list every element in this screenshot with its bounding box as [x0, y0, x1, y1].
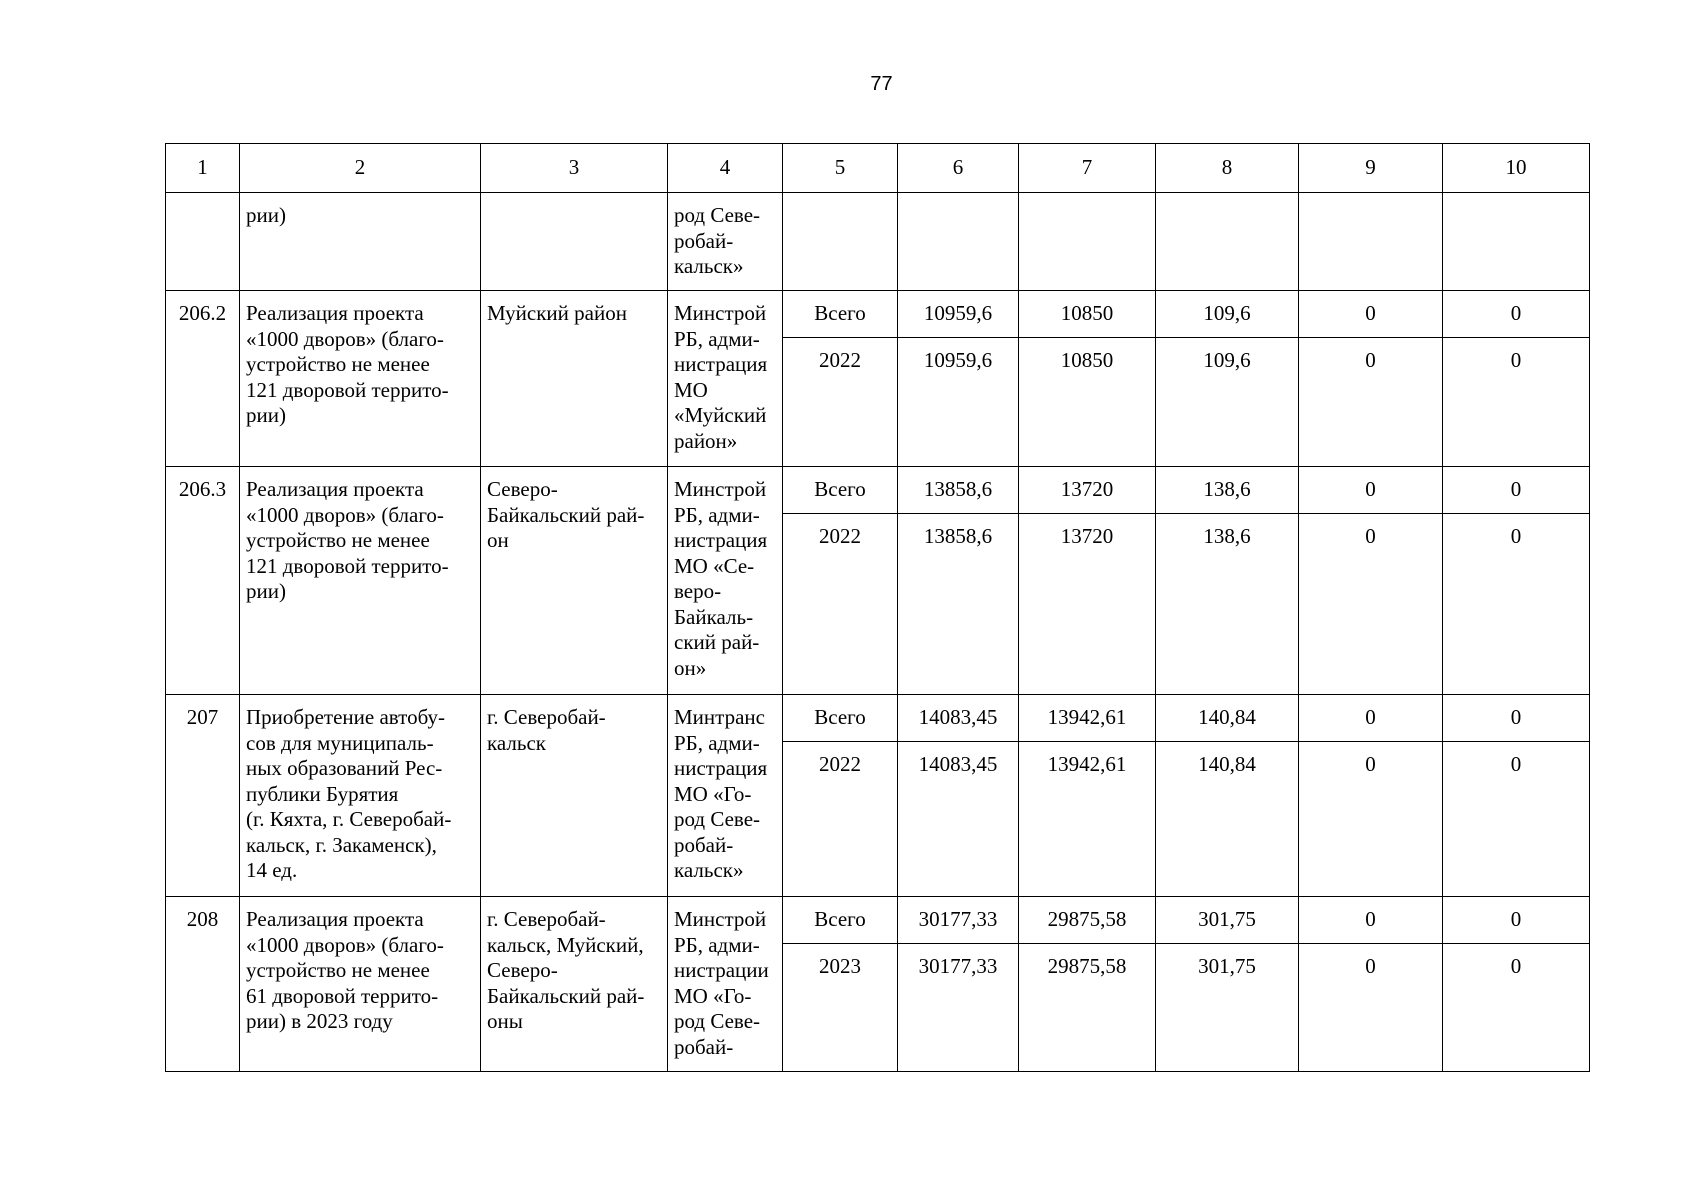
- cell-line: публики Бурятия: [246, 781, 399, 806]
- cell-line: оны: [487, 1009, 523, 1033]
- cell-line: «Муйский: [674, 403, 767, 427]
- local-cell: 0: [1299, 742, 1443, 897]
- period-cell: Всего: [783, 897, 898, 944]
- other-cell: 0: [1443, 742, 1590, 897]
- cell-line: Байкальский рай-: [487, 983, 645, 1008]
- cell-line: РБ, адми-: [674, 730, 760, 755]
- row-number-cell: 208: [166, 897, 240, 1072]
- empty-cell: [1019, 193, 1156, 291]
- cell-line: веро-: [674, 579, 722, 603]
- cell-line: ных образований Рес-: [246, 756, 443, 780]
- republic-cell: 138,6: [1156, 467, 1299, 514]
- period-cell: 2022: [783, 742, 898, 897]
- total-cell: 13858,6: [898, 514, 1019, 695]
- cell-line: сов для муниципаль-: [246, 730, 434, 755]
- column-header: 6: [898, 144, 1019, 193]
- empty-cell: [1443, 193, 1590, 291]
- federal-cell: 10850: [1019, 291, 1156, 338]
- cell-line: рии): [246, 579, 286, 603]
- cell-line: устройство не менее: [246, 528, 430, 552]
- cell-line: нистрация: [674, 756, 768, 780]
- cell-line: род Севе-: [674, 807, 761, 831]
- column-header: 1: [166, 144, 240, 193]
- cell-line: нистрация: [674, 352, 768, 376]
- cell-line: нистрации: [674, 958, 769, 982]
- table-row: [166, 695, 1590, 742]
- cell-line: (г. Кяхта, г. Северобай-: [246, 807, 452, 831]
- total-cell: 14083,45: [898, 742, 1019, 897]
- total-cell: 30177,33: [898, 944, 1019, 1072]
- period-cell: Всего: [783, 291, 898, 338]
- column-header: 9: [1299, 144, 1443, 193]
- column-header: 10: [1443, 144, 1590, 193]
- continuation-row: [166, 193, 1590, 291]
- cell-line: РБ, адми-: [674, 326, 760, 351]
- cell-line: Муйский район: [487, 301, 627, 325]
- empty-cell: [783, 193, 898, 291]
- other-cell: 0: [1443, 695, 1590, 742]
- cell-line: Минстрой: [674, 301, 767, 325]
- description-cell: [240, 897, 481, 1072]
- table-row: [166, 291, 1590, 338]
- cell-line: Реализация проекта: [246, 477, 424, 501]
- row-number-cell: 206.2: [166, 291, 240, 467]
- federal-cell: 29875,58: [1019, 897, 1156, 944]
- row-number-cell: 206.3: [166, 467, 240, 695]
- cell-line: Приобретение автобу-: [246, 705, 445, 729]
- cell-line: 121 дворовой террито-: [246, 377, 449, 402]
- local-cell: 0: [1299, 467, 1443, 514]
- federal-cell: 10850: [1019, 338, 1156, 467]
- description-cell: [240, 467, 481, 695]
- other-cell: 0: [1443, 467, 1590, 514]
- cell-line: 61 дворовой террито-: [246, 983, 439, 1008]
- total-cell: 30177,33: [898, 897, 1019, 944]
- other-cell: 0: [1443, 514, 1590, 695]
- cell-line: кальск»: [674, 254, 744, 278]
- local-cell: 0: [1299, 291, 1443, 338]
- period-cell: 2022: [783, 514, 898, 695]
- cell-line: Минстрой: [674, 477, 767, 501]
- description-cell: [240, 193, 481, 291]
- cell-line: Байкальский рай-: [487, 502, 645, 527]
- republic-cell: 140,84: [1156, 695, 1299, 742]
- republic-cell: 109,6: [1156, 338, 1299, 467]
- cell-line: Реализация проекта: [246, 907, 424, 931]
- column-header: 2: [240, 144, 481, 193]
- local-cell: 0: [1299, 514, 1443, 695]
- period-cell: 2023: [783, 944, 898, 1072]
- column-header: 3: [481, 144, 668, 193]
- territory-cell: [481, 193, 668, 291]
- cell-line: МО «Го-: [674, 781, 752, 806]
- cell-line: кальск»: [674, 858, 744, 882]
- period-cell: 2022: [783, 338, 898, 467]
- row-number-cell: [166, 193, 240, 291]
- cell-line: род Севе-: [674, 1009, 761, 1033]
- cell-line: ский рай-: [674, 630, 760, 654]
- cell-line: Минстрой: [674, 907, 767, 931]
- cell-line: МО: [674, 377, 708, 402]
- cell-line: район»: [674, 428, 738, 453]
- table-row: [166, 467, 1590, 514]
- republic-cell: 301,75: [1156, 897, 1299, 944]
- cell-line: рии): [246, 403, 286, 427]
- local-cell: 0: [1299, 897, 1443, 944]
- federal-cell: 13720: [1019, 467, 1156, 514]
- other-cell: 0: [1443, 291, 1590, 338]
- other-cell: 0: [1443, 897, 1590, 944]
- cell-line: рии) в 2023 году: [246, 1009, 393, 1033]
- empty-cell: [898, 193, 1019, 291]
- territory-cell: [481, 467, 668, 695]
- cell-line: РБ, адми-: [674, 502, 760, 527]
- federal-cell: 13720: [1019, 514, 1156, 695]
- executor-cell: [668, 897, 783, 1072]
- column-header: 5: [783, 144, 898, 193]
- column-header: 7: [1019, 144, 1156, 193]
- cell-line: МО «Се-: [674, 553, 755, 578]
- local-cell: 0: [1299, 695, 1443, 742]
- territory-cell: [481, 897, 668, 1072]
- cell-line: кальск, Муйский,: [487, 932, 644, 957]
- description-cell: [240, 291, 481, 467]
- cell-line: Минтранс: [674, 705, 765, 729]
- total-cell: 14083,45: [898, 695, 1019, 742]
- federal-cell: 13942,61: [1019, 695, 1156, 742]
- other-cell: 0: [1443, 338, 1590, 467]
- empty-cell: [1156, 193, 1299, 291]
- column-header: 8: [1156, 144, 1299, 193]
- local-cell: 0: [1299, 338, 1443, 467]
- page-number: 77: [870, 73, 893, 95]
- cell-line: «1000 дворов» (благо-: [246, 502, 444, 527]
- total-cell: 10959,6: [898, 338, 1019, 467]
- cell-line: он: [487, 528, 509, 552]
- cell-line: Реализация проекта: [246, 301, 424, 325]
- budget-table: [165, 143, 1590, 1072]
- table-row: [166, 897, 1590, 944]
- cell-line: «1000 дворов» (благо-: [246, 932, 444, 957]
- cell-line: «1000 дворов» (благо-: [246, 326, 444, 351]
- cell-line: устройство не менее: [246, 352, 430, 376]
- total-cell: 13858,6: [898, 467, 1019, 514]
- territory-cell: [481, 695, 668, 897]
- table-header-row: [166, 144, 1590, 193]
- republic-cell: 301,75: [1156, 944, 1299, 1072]
- cell-line: род Севе-: [674, 203, 761, 227]
- other-cell: 0: [1443, 944, 1590, 1072]
- cell-line: РБ, адми-: [674, 932, 760, 957]
- executor-cell: [668, 193, 783, 291]
- total-cell: 10959,6: [898, 291, 1019, 338]
- cell-line: МО «Го-: [674, 983, 752, 1008]
- cell-line: робай-: [674, 1034, 734, 1059]
- cell-line: устройство не менее: [246, 958, 430, 982]
- cell-line: 14 ед.: [246, 858, 298, 882]
- local-cell: 0: [1299, 944, 1443, 1072]
- cell-line: кальск: [487, 730, 546, 755]
- cell-line: Байкаль-: [674, 604, 754, 629]
- republic-cell: 109,6: [1156, 291, 1299, 338]
- cell-line: Северо-: [487, 477, 558, 501]
- executor-cell: [668, 695, 783, 897]
- territory-cell: [481, 291, 668, 467]
- republic-cell: 138,6: [1156, 514, 1299, 695]
- cell-line: нистрация: [674, 528, 768, 552]
- cell-line: г. Северобай-: [487, 907, 606, 931]
- cell-line: рии): [246, 203, 286, 227]
- period-cell: Всего: [783, 467, 898, 514]
- executor-cell: [668, 467, 783, 695]
- federal-cell: 29875,58: [1019, 944, 1156, 1072]
- column-header: 4: [668, 144, 783, 193]
- cell-line: Северо-: [487, 958, 558, 982]
- row-number-cell: 207: [166, 695, 240, 897]
- description-cell: [240, 695, 481, 897]
- republic-cell: 140,84: [1156, 742, 1299, 897]
- cell-line: 121 дворовой террито-: [246, 553, 449, 578]
- empty-cell: [1299, 193, 1443, 291]
- cell-line: робай-: [674, 228, 734, 253]
- cell-line: робай-: [674, 832, 734, 857]
- cell-line: он»: [674, 655, 707, 680]
- federal-cell: 13942,61: [1019, 742, 1156, 897]
- cell-line: г. Северобай-: [487, 705, 606, 729]
- executor-cell: [668, 291, 783, 467]
- cell-line: кальск, г. Закаменск),: [246, 832, 437, 857]
- period-cell: Всего: [783, 695, 898, 742]
